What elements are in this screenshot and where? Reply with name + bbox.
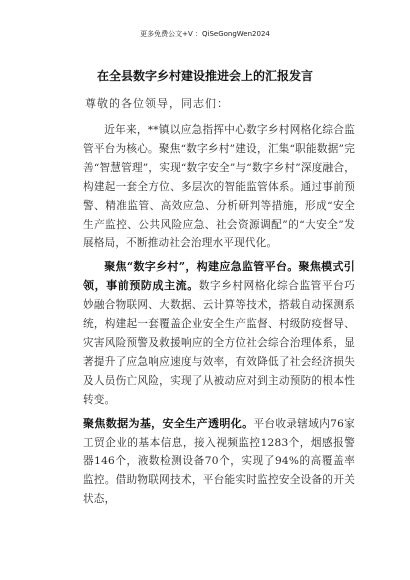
paragraph-text: 数字乡村网格化综合监管平台巧妙融合物联网、大数据、云计算等技术，搭载自动探测系统，构建起一套覆盖企业安全生产监督、村级防疫督导、灾害风险预警及救援响应的全方位社会综合治理体系，显著提升了应急响应速度与效率，有效降低了社会经济损失及人员伤亡风险，实现了从被动应对到主动预防的根本性转变。 bbox=[83, 280, 355, 406]
paragraph-heading: 聚焦数据为基，安全生产透明化。 bbox=[83, 416, 254, 430]
document-body bbox=[83, 121, 355, 514]
paragraph bbox=[83, 415, 355, 510]
paragraph-text: 近年来，**镇以应急指挥中心数字乡村网格化综合监管平台为核心。聚焦“数字乡村”建设，汇集“职能数据”完善“智慧管理”，实现“数字安全”与“数字乡村”深度融合，构建起一套全方位、多层次的智能监管体系。通过事前预警、精准监管、高效应急、分析研判等措施，形成“安全生产监控、公共风险应急、社会资源调配”的“大安全”发展格局，不断推动社会治理水平现代化。 bbox=[83, 124, 355, 250]
paragraph bbox=[83, 258, 355, 409]
header-note: 更多免费公文+V ：QiSeGongWen2024 bbox=[140, 30, 270, 38]
document-title: 在全县数字乡村建设推进会上的汇报发言 bbox=[96, 69, 313, 83]
salutation: 尊敬的各位领导，同志们： bbox=[85, 97, 229, 110]
paragraph-heading: 聚焦“数字乡村”，构建应急监管平台。聚焦模式引领，事前预防成主流。 bbox=[83, 260, 355, 293]
paragraph-text: 平台收录辖域内76家工贸企业的基本信息，接入视频监控1283个，烟感报警器146个，液数检测设备70个，实现了94%的高覆盖率监控。借助物联网技术，平台能实时监控安全设备的开关状态， bbox=[83, 417, 356, 506]
paragraph bbox=[83, 121, 355, 253]
